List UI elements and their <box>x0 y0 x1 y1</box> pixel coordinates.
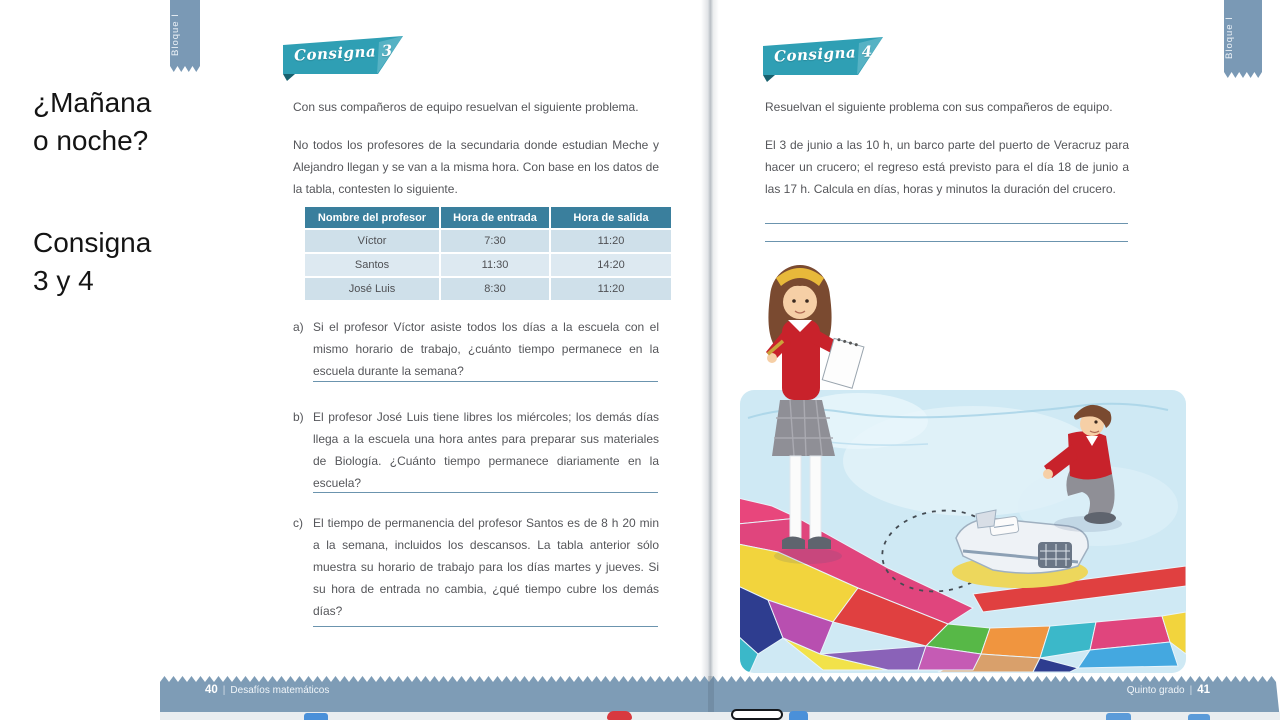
question-label: b) <box>293 410 304 424</box>
consigna3-banner <box>283 36 405 82</box>
margin-note-question <box>33 84 151 160</box>
bloque-ribbon-left <box>170 0 200 72</box>
grade-label: Quinto grado <box>1126 685 1185 696</box>
cell-salida: 14:20 <box>551 254 671 276</box>
answer-line <box>313 381 658 382</box>
margin-note-consigna <box>33 224 151 300</box>
question-text: El tiempo de permanencia del profesor Santos es de 8 h 20 min a la semana, incluidos los descansos. La tabla anterior sólo muestra su horario de trabajo para los días martes y jueves. Si su hora de entrada no cambia, ¿qué tiempo cubre los demás días? <box>313 516 659 618</box>
footer-separator: | <box>1189 685 1193 696</box>
book-title: Desafíos matemáticos <box>230 685 330 696</box>
page-number: 41 <box>1197 684 1210 696</box>
cell-nombre: José Luis <box>305 278 439 300</box>
margin-note-line: ¿Mañana <box>33 87 152 118</box>
cell-entrada: 11:30 <box>441 254 549 276</box>
question-text: Si el profesor Víctor asiste todos los días a la escuela con el mismo horario de trabajo, ¿cuánto tiempo permanece en la escuela durante la semana? <box>313 320 659 378</box>
player-chip-icon[interactable] <box>304 713 328 720</box>
footer-separator: | <box>222 685 226 696</box>
right-intro-1: Resuelvan el siguiente problema con sus compañeros de equipo. <box>765 100 1113 114</box>
right-intro-2: El 3 de junio a las 10 h, un barco parte del puerto de Veracruz para hacer un crucero; el regreso está previsto para el día 18 de junio a las 17 h. Calcula en días, horas y minutos la duración del crucero. <box>765 138 1129 196</box>
cell-nombre: Santos <box>305 254 439 276</box>
footer-right <box>1127 684 1210 696</box>
player-chip-icon[interactable] <box>1106 713 1131 720</box>
children-map-illustration <box>738 256 1188 676</box>
margin-note-line: Consigna <box>33 227 152 258</box>
player-chip-icon[interactable] <box>789 711 808 720</box>
consigna4-banner <box>763 37 885 83</box>
cell-salida: 11:20 <box>551 230 671 252</box>
question-text: El profesor José Luis tiene libres los miércoles; los demás días llega a la escuela una hora antes para preparar sus materiales de Biología. ¿Cuánto tiempo permanece diariamente en la escuela? <box>313 410 659 490</box>
answer-line <box>765 223 1128 224</box>
col-header-nombre: Nombre del profesor <box>305 207 439 228</box>
cell-entrada: 8:30 <box>441 278 549 300</box>
margin-note-line: 3 y 4 <box>33 265 94 296</box>
left-intro-2: No todos los profesores de la secundaria donde estudian Meche y Alejandro llegan y se van a la misma hora. Con base en los datos de la tabla, contesten lo siguiente. <box>293 138 659 196</box>
cell-salida: 11:20 <box>551 278 671 300</box>
cell-nombre: Víctor <box>305 230 439 252</box>
consigna3-banner-label: Consigna 3 <box>293 41 394 65</box>
page-number: 40 <box>205 684 218 696</box>
answer-line <box>313 492 658 493</box>
table-row <box>305 254 671 276</box>
left-intro-1: Con sus compañeros de equipo resuelvan el siguiente problema. <box>293 100 639 114</box>
col-header-salida: Hora de salida <box>551 207 671 228</box>
table-row <box>305 278 671 300</box>
question-a <box>293 316 659 382</box>
answer-line <box>313 626 658 627</box>
answer-line <box>765 241 1128 242</box>
table-row <box>305 230 671 252</box>
bloque-ribbon-label: Bloque I <box>1224 16 1235 60</box>
player-chip-icon[interactable] <box>1188 714 1210 720</box>
consigna4-banner-label: Consigna 4 <box>773 42 874 66</box>
question-label: c) <box>293 516 303 530</box>
footer-left <box>205 684 329 696</box>
cell-entrada: 7:30 <box>441 230 549 252</box>
bloque-ribbon-right <box>1224 0 1262 78</box>
badge-icon[interactable] <box>607 711 632 720</box>
book-gutter <box>701 0 719 712</box>
margin-note-line: o noche? <box>33 125 149 156</box>
teachers-schedule-table <box>303 205 673 302</box>
outlined-card-icon[interactable] <box>731 709 783 720</box>
question-c <box>293 512 659 622</box>
bloque-ribbon-label: Bloque I <box>170 13 181 57</box>
table-header-row <box>305 207 671 228</box>
col-header-entrada: Hora de entrada <box>441 207 549 228</box>
question-label: a) <box>293 320 304 334</box>
question-b <box>293 406 659 494</box>
